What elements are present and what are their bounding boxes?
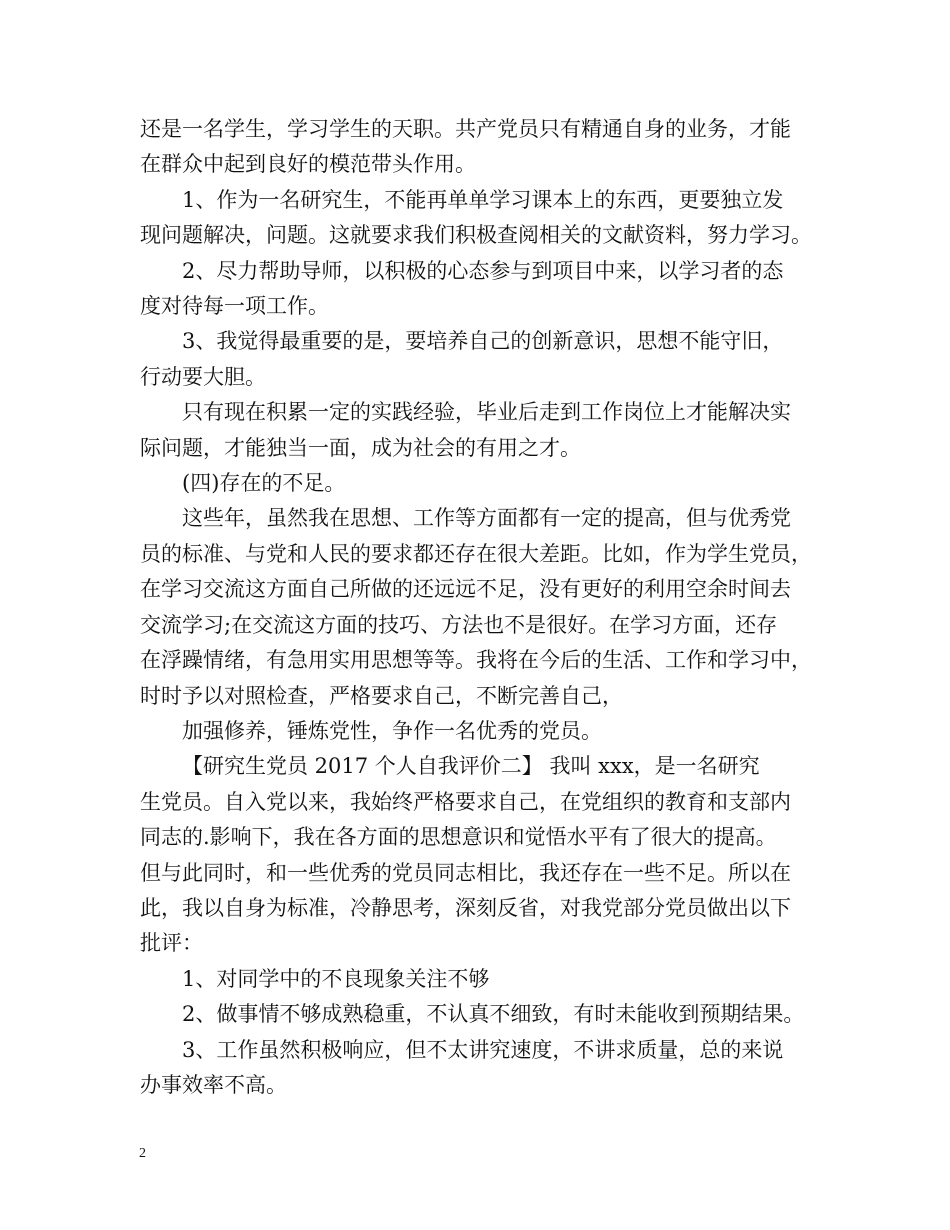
text-line: 1、作为一名研究生，不能再单单学习课本上的东西，更要独立发 — [182, 187, 784, 212]
text-line: 3、我觉得最重要的是，要培养自己的创新意识，思想不能守旧， — [182, 329, 784, 354]
document-body — [140, 112, 830, 1103]
text-line: 时时予以对照检查，严格要求自己，不断完善自己， — [140, 683, 623, 708]
text-line: 只有现在积累一定的实践经验，毕业后走到工作岗位上才能解决实 — [182, 400, 791, 425]
text-line: 加强修养，锤炼党性，争作一名优秀的党员。 — [182, 718, 602, 743]
text-line: 行动要大胆。 — [140, 364, 266, 389]
text-line: 际问题，才能独当一面，成为社会的有用之才。 — [140, 435, 581, 460]
text-line: 还是一名学生，学习学生的天职。共产党员只有精通自身的业务，才能 — [140, 117, 791, 141]
text-line: 2、做事情不够成熟稳重，不认真不细致，有时未能收到预期结果。 — [182, 1002, 805, 1027]
text-line: 【研究生党员 2017 个人自我评价二】 我叫 xxx，是一名研究 — [182, 754, 760, 779]
text-line: 3、工作虽然积极响应，但不太讲究速度，不讲求质量，总的来说 — [182, 1037, 784, 1062]
text-line: 生党员。自入党以来，我始终严格要求自己，在党组织的教育和支部内 — [140, 789, 791, 814]
text-line: 1、对同学中的不良现象关注不够 — [182, 966, 490, 991]
text-line: 度对待每一项工作。 — [140, 294, 329, 319]
text-line: 同志的.影响下，我在各方面的思想意识和觉悟水平有了很大的提高。 — [140, 825, 777, 850]
text-line: 在群众中起到良好的模范带头作用。 — [140, 152, 476, 177]
text-line: 此，我以自身为标准，冷静思考，深刻反省，对我党部分党员做出以下 — [140, 895, 791, 920]
text-line: 现问题解决，问题。这就要求我们积极查阅相关的文献资料，努力学习。 — [140, 223, 812, 248]
text-line: 在学习交流这方面自己所做的还远远不足，没有更好的利用空余时间去 — [140, 577, 791, 602]
text-line: (四)存在的不足。 — [182, 471, 346, 496]
text-line: 批评： — [140, 931, 203, 956]
text-line: 这些年，虽然我在思想、工作等方面都有一定的提高，但与优秀党 — [182, 506, 791, 531]
text-line: 在浮躁情绪，有急用实用思想等等。我将在今后的生活、工作和学习中， — [140, 648, 812, 673]
text-line: 员的标准、与党和人民的要求都还存在很大差距。比如，作为学生党员， — [140, 541, 812, 566]
text-line: 办事效率不高。 — [140, 1072, 287, 1097]
text-line: 交流学习;在交流这方面的技巧、方法也不是很好。在学习方面，还存 — [140, 612, 778, 637]
text-line: 但与此同时，和一些优秀的党员同志相比，我还存在一些不足。所以在 — [140, 860, 791, 885]
text-line: 2、尽力帮助导师，以积极的心态参与到项目中来，以学习者的态 — [182, 258, 784, 283]
page-number: 2 — [139, 1146, 146, 1161]
